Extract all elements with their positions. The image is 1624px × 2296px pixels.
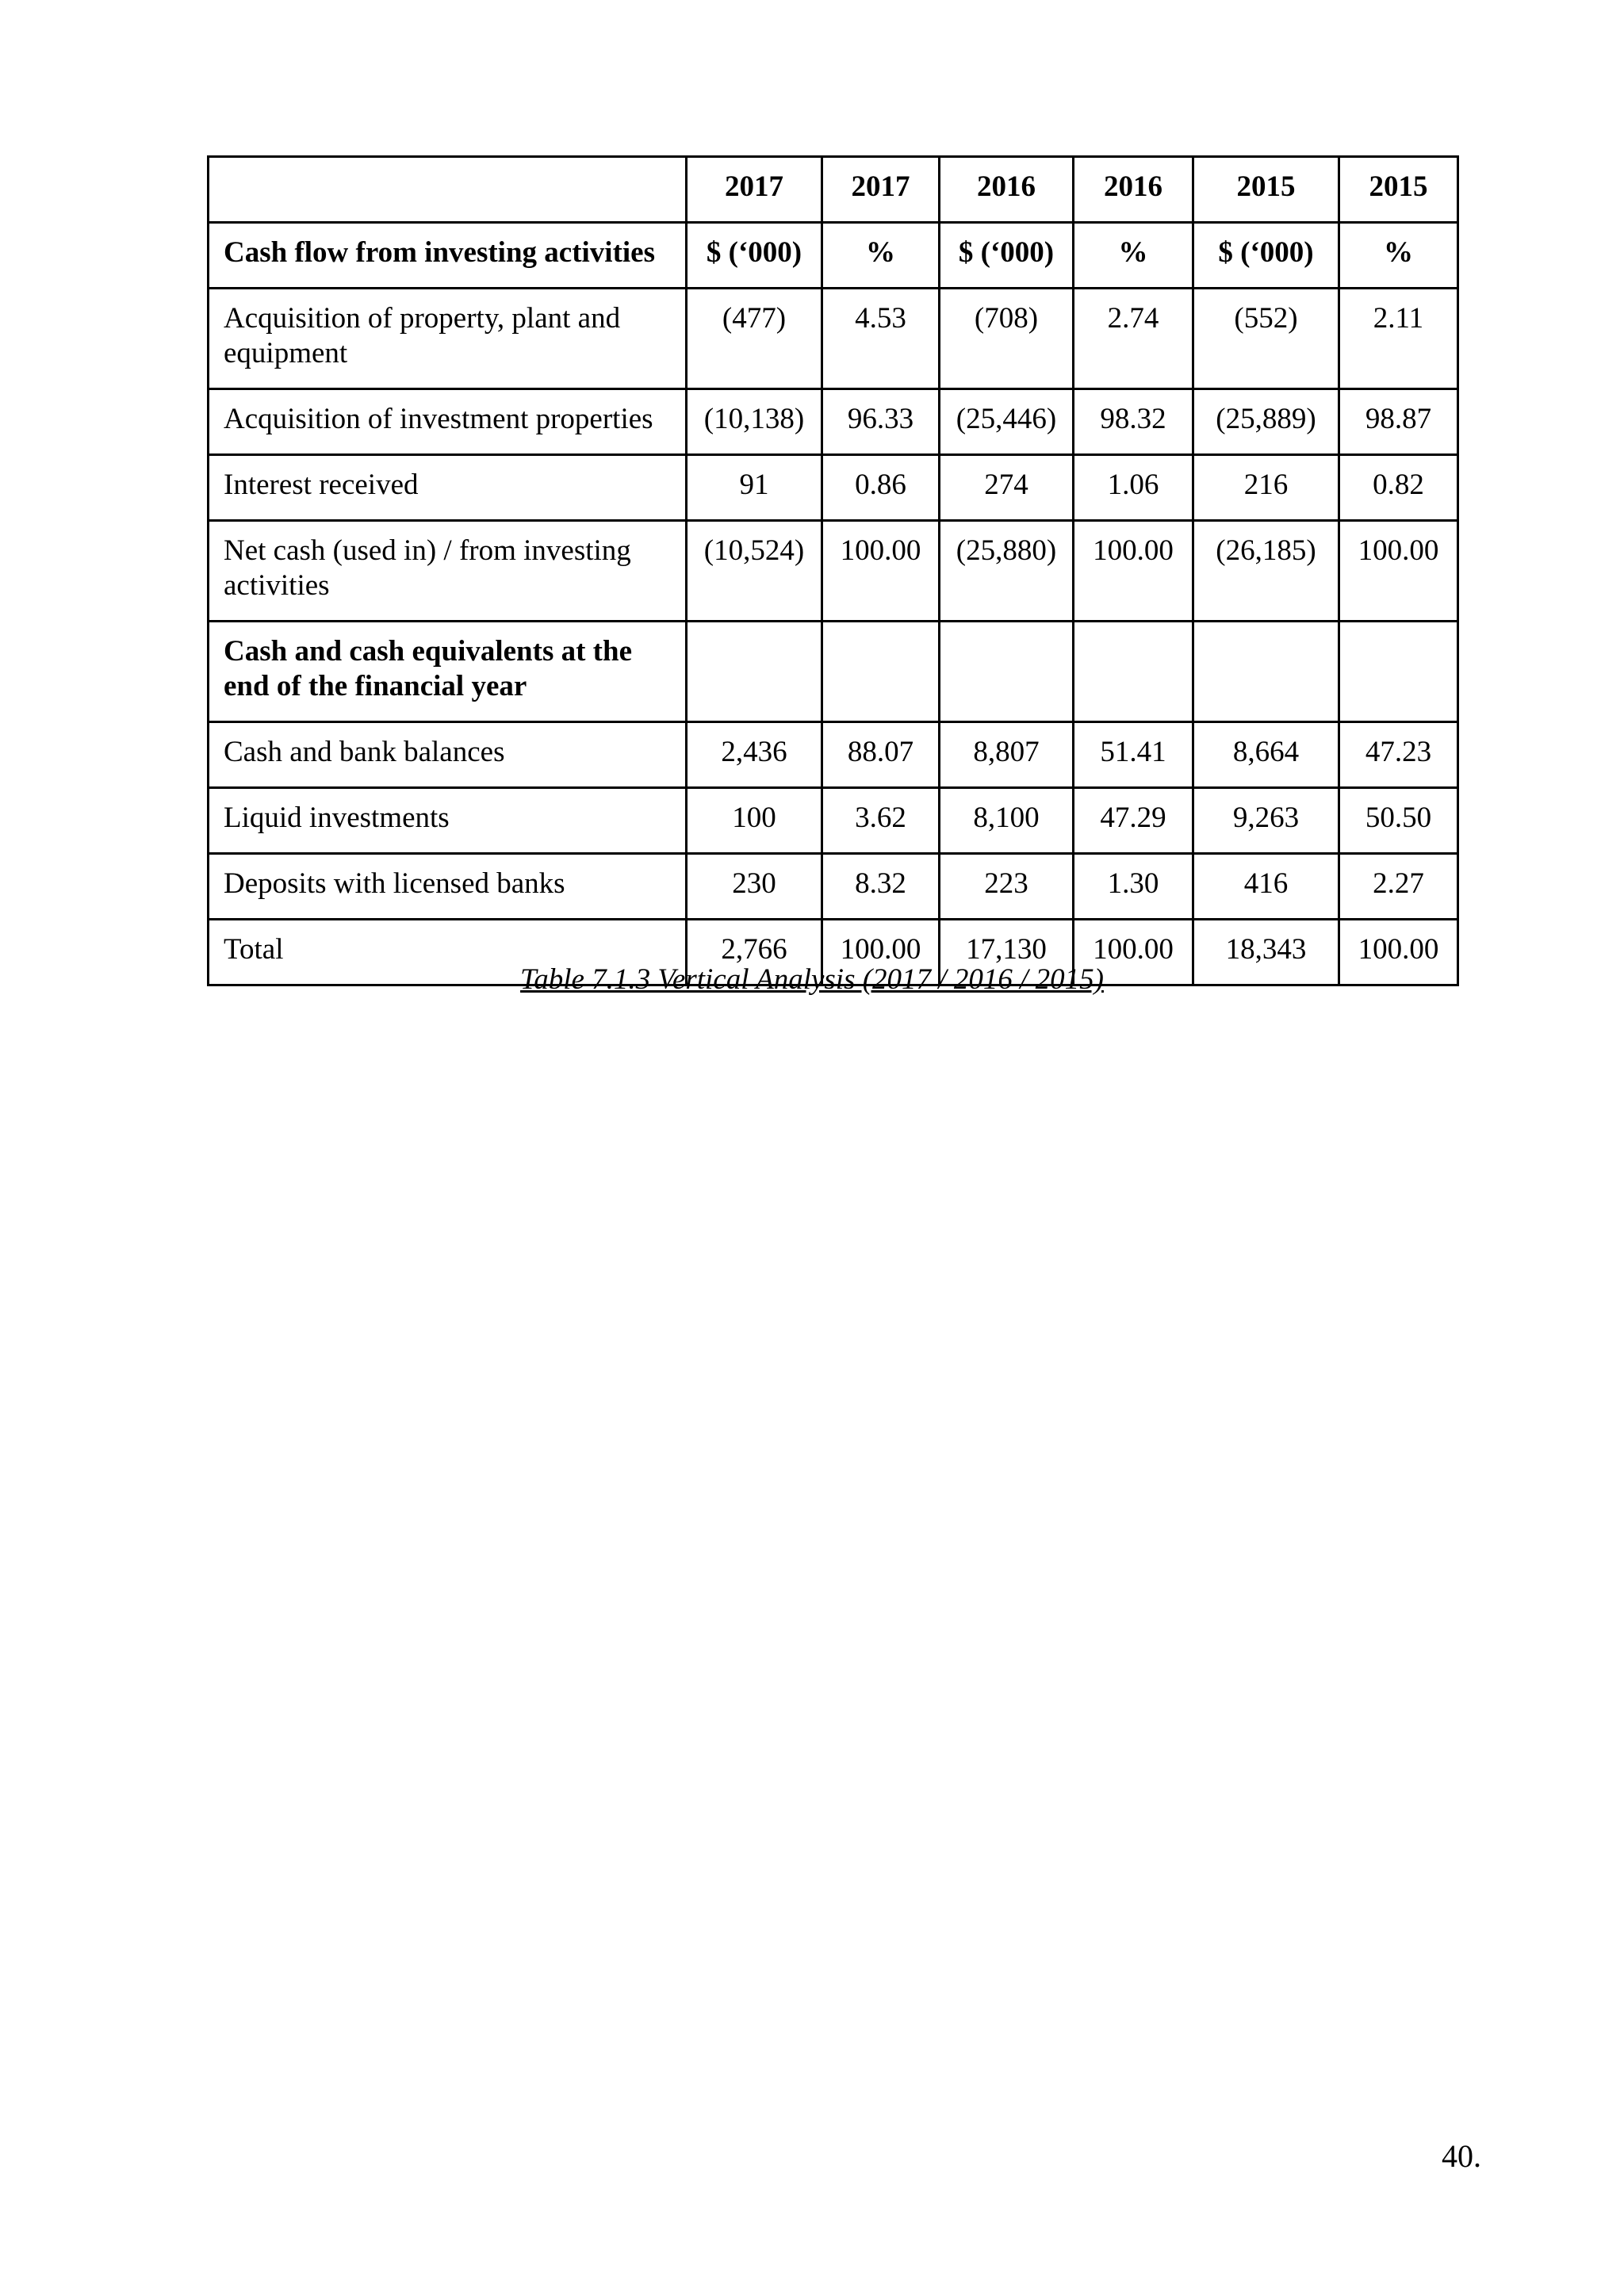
table-row bbox=[209, 722, 1458, 788]
value-cell: (25,880) bbox=[940, 521, 1074, 622]
value-cell: (26,185) bbox=[1193, 521, 1339, 622]
table-row bbox=[209, 521, 1458, 622]
value-cell: 91 bbox=[687, 455, 822, 521]
year-header-cell: 2017 bbox=[822, 157, 940, 223]
value-cell: 2,766 bbox=[687, 920, 822, 985]
row-label: Cash and bank balances bbox=[209, 722, 687, 788]
value-cell: 2.74 bbox=[1074, 289, 1193, 389]
unit-header-cell: % bbox=[1339, 223, 1458, 289]
value-cell: 3.62 bbox=[822, 788, 940, 854]
unit-header-cell: $ (‘000) bbox=[687, 223, 822, 289]
value-cell: (25,889) bbox=[1193, 389, 1339, 455]
value-cell: 50.50 bbox=[1339, 788, 1458, 854]
value-cell: 100.00 bbox=[822, 521, 940, 622]
table-caption: Table 7.1.3 Vertical Analysis (2017 / 2016 / 2015) bbox=[520, 963, 1104, 996]
row-label: Net cash (used in) / from investing activities bbox=[209, 521, 687, 622]
empty-cell bbox=[822, 622, 940, 722]
value-cell: 0.86 bbox=[822, 455, 940, 521]
value-cell: 98.87 bbox=[1339, 389, 1458, 455]
value-cell: 223 bbox=[940, 854, 1074, 920]
section-header-row bbox=[209, 223, 1458, 289]
value-cell: 96.33 bbox=[822, 389, 940, 455]
row-label: Total bbox=[209, 920, 687, 985]
value-cell: 2,436 bbox=[687, 722, 822, 788]
value-cell: (25,446) bbox=[940, 389, 1074, 455]
empty-cell bbox=[1339, 622, 1458, 722]
year-header-cell: 2015 bbox=[1339, 157, 1458, 223]
table-row bbox=[209, 389, 1458, 455]
value-cell: 230 bbox=[687, 854, 822, 920]
value-cell: 98.32 bbox=[1074, 389, 1193, 455]
value-cell: 100.00 bbox=[1339, 521, 1458, 622]
row-label: Acquisition of investment properties bbox=[209, 389, 687, 455]
year-header-cell: 2015 bbox=[1193, 157, 1339, 223]
value-cell: (477) bbox=[687, 289, 822, 389]
value-cell: 274 bbox=[940, 455, 1074, 521]
value-cell: 1.30 bbox=[1074, 854, 1193, 920]
section-title-cash-equivalents: Cash and cash equivalents at the end of the financial year bbox=[209, 622, 687, 722]
year-header-cell: 2016 bbox=[1074, 157, 1193, 223]
value-cell: 17,130 bbox=[940, 920, 1074, 985]
row-label: Interest received bbox=[209, 455, 687, 521]
row-label: Acquisition of property, plant and equipment bbox=[209, 289, 687, 389]
unit-header-cell: $ (‘000) bbox=[1193, 223, 1339, 289]
page-number: 40. bbox=[1442, 2138, 1481, 2174]
section-header-row bbox=[209, 622, 1458, 722]
value-cell: 416 bbox=[1193, 854, 1339, 920]
value-cell: 2.27 bbox=[1339, 854, 1458, 920]
year-header-row bbox=[209, 157, 1458, 223]
value-cell: (708) bbox=[940, 289, 1074, 389]
empty-cell bbox=[1074, 622, 1193, 722]
value-cell: 8,100 bbox=[940, 788, 1074, 854]
unit-header-cell: % bbox=[1074, 223, 1193, 289]
unit-header-cell: % bbox=[822, 223, 940, 289]
value-cell: (10,524) bbox=[687, 521, 822, 622]
value-cell: 8.32 bbox=[822, 854, 940, 920]
value-cell: 216 bbox=[1193, 455, 1339, 521]
value-cell: 100.00 bbox=[1339, 920, 1458, 985]
value-cell: 8,807 bbox=[940, 722, 1074, 788]
empty-cell bbox=[940, 622, 1074, 722]
value-cell: 100.00 bbox=[1074, 920, 1193, 985]
header-empty-cell bbox=[209, 157, 687, 223]
unit-header-cell: $ (‘000) bbox=[940, 223, 1074, 289]
value-cell: (10,138) bbox=[687, 389, 822, 455]
value-cell: 18,343 bbox=[1193, 920, 1339, 985]
value-cell: 51.41 bbox=[1074, 722, 1193, 788]
value-cell: 47.29 bbox=[1074, 788, 1193, 854]
empty-cell bbox=[687, 622, 822, 722]
row-label: Liquid investments bbox=[209, 788, 687, 854]
value-cell: 100 bbox=[687, 788, 822, 854]
table-row bbox=[209, 289, 1458, 389]
value-cell: 9,263 bbox=[1193, 788, 1339, 854]
table-row bbox=[209, 455, 1458, 521]
year-header-cell: 2016 bbox=[940, 157, 1074, 223]
value-cell: 8,664 bbox=[1193, 722, 1339, 788]
value-cell: 4.53 bbox=[822, 289, 940, 389]
section-title-investing: Cash flow from investing activities bbox=[209, 223, 687, 289]
value-cell: 47.23 bbox=[1339, 722, 1458, 788]
value-cell: 0.82 bbox=[1339, 455, 1458, 521]
value-cell: 100.00 bbox=[1074, 521, 1193, 622]
value-cell: (552) bbox=[1193, 289, 1339, 389]
year-header-cell: 2017 bbox=[687, 157, 822, 223]
value-cell: 2.11 bbox=[1339, 289, 1458, 389]
vertical-analysis-table bbox=[207, 155, 1459, 986]
value-cell: 100.00 bbox=[822, 920, 940, 985]
value-cell: 88.07 bbox=[822, 722, 940, 788]
table-row bbox=[209, 788, 1458, 854]
table-row bbox=[209, 854, 1458, 920]
row-label: Deposits with licensed banks bbox=[209, 854, 687, 920]
value-cell: 1.06 bbox=[1074, 455, 1193, 521]
empty-cell bbox=[1193, 622, 1339, 722]
